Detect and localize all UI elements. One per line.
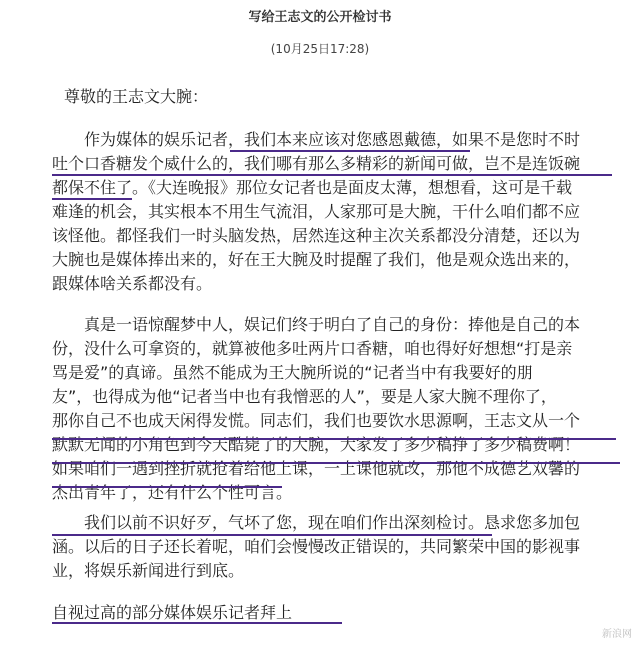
paragraph-3: [52, 511, 626, 583]
paragraph-line: 难逢的机会，其实根本不用生气流泪，人家那可是大腕，干什么咱们都不应: [52, 202, 581, 221]
paragraph-line: 友”，也得成为他“记者当中也有我憎恶的人”，要是人家大腕不理你了，: [52, 387, 557, 406]
paragraph-line: 该怪他。都怪我们一时头脑发热，居然连这种主次关系都没分清楚，还以为: [52, 226, 581, 245]
paragraph-line: 如果咱们一遇到挫折就抢着给他上课，一上课他就改，那他不成德艺双馨的: [52, 459, 581, 478]
underline-mark: [52, 534, 492, 536]
paragraph-line: 业，将娱乐新闻进行到底。: [52, 561, 245, 580]
paragraph-line: 那你自己不也成天闲得发慌。同志们，我们也要饮水思源啊，王志文从一个: [52, 411, 581, 430]
paragraph-line: 跟媒体啥关系都没有。: [52, 274, 213, 293]
page-title: 写给王志文的公开检讨书: [248, 10, 392, 25]
paragraph-line: 杰出青年了，还有什么个性可言。: [52, 483, 293, 502]
watermark: 新浪网: [602, 629, 632, 640]
paragraph-line: 份，没什么可拿资的，就算被他多吐两片口香糖，咱也得好好想想“打是亲: [52, 339, 573, 358]
underline-mark: [52, 462, 620, 464]
signature: 自视过高的部分媒体娱乐记者拜上: [52, 603, 293, 622]
paragraph-line: 涵。以后的日子还长着呢，咱们会慢慢改正错误的，共同繁荣中国的影视事: [52, 537, 581, 556]
underline-mark: [52, 486, 282, 488]
paragraph-line: 我们以前不识好歹，气坏了您，现在咱们作出深刻检讨。恳求您多加包: [84, 513, 581, 532]
paragraph-line: 作为媒体的娱乐记者，我们本来应该对您感恩戴德，如果不是您时不时: [84, 130, 581, 149]
salutation: 尊敬的王志文大腕：: [64, 87, 209, 106]
paragraph-line: 默默无闻的小角色到今天酷毙了的大腕，大家发了多少稿挣了多少稿费啊！: [52, 435, 581, 454]
underline-mark: [230, 150, 470, 152]
paragraph-line: 骂是爱”的真谛。虽然不能成为王大腕所说的“记者当中有我要好的朋: [52, 363, 533, 382]
underline-mark: [52, 438, 616, 440]
underline-mark: [52, 174, 612, 176]
paragraph-line: 真是一语惊醒梦中人，娱记们终于明白了自己的身份：捧他是自己的本: [84, 315, 581, 334]
paragraph-line: 吐个口香糖发个威什么的，我们哪有那么多精彩的新闻可做，岂不是连饭碗: [52, 154, 581, 173]
timestamp: (10月25日17:28): [270, 42, 370, 56]
paragraph-1: [52, 128, 626, 296]
paragraph-line: 都保不住了。《大连晚报》那位女记者也是面皮太薄，想想看，这可是千载: [52, 178, 573, 197]
underline-mark: [52, 198, 132, 200]
paragraph-line: 大腕也是媒体捧出来的，好在王大腕及时提醒了我们，他是观众选出来的，: [52, 250, 581, 269]
paragraph-2: [52, 313, 626, 505]
